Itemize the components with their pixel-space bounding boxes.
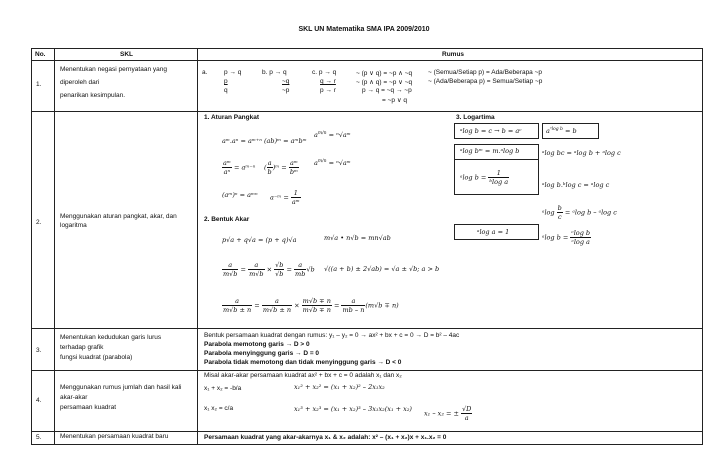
skl-text — [60, 383, 194, 413]
skl-text — [60, 63, 194, 102]
row-number: 1. — [36, 81, 42, 88]
formula-text: x₁³ + x₂³ = (x₁ + x₂)³ – 3x₁x₂(x₁ + x₂) — [294, 405, 412, 413]
log-rule: ᵃlog b = c → b = aᶜ — [460, 127, 522, 135]
skl-line: akar-akar — [60, 394, 88, 401]
formula-text: x₁ x₂ = c/a — [204, 405, 234, 412]
exponent-rule: (ab)ᵐ = aᵐbᵐ — [264, 137, 307, 145]
section-heading: 1. Aturan Pangkat — [204, 114, 260, 121]
row-number: 2. — [36, 219, 42, 226]
negation-rule: ~ (p ∧ q) = ~p ∨ ~q — [356, 79, 413, 86]
row-number: 4. — [36, 397, 42, 404]
skl-line: persamaan kuadrat — [60, 404, 117, 411]
root-rule: √((a + b) ± 2√ab) = √a ± √b; a > b — [324, 265, 440, 273]
skl-line: Menentukan negasi pernyataan yang — [60, 66, 167, 73]
formula-text: x₁² + x₂² = (x₁ + x₂)² – 2x₁x₂ — [294, 383, 385, 391]
row-divider — [32, 111, 702, 112]
page-title: SKL UN Matematika SMA IPA 2009/2010 — [298, 26, 430, 33]
skl-text — [60, 431, 194, 442]
exponent-rule: aᵐ.aⁿ = aᵐ⁺ⁿ — [222, 137, 262, 145]
log-rule: ᵃlog a = 1 — [477, 228, 510, 236]
quantifier-rule: ~ (Ada/Beberapa p) = Semua/Setiap ~p — [428, 78, 543, 85]
root-rule: p√a + q√a = (p + q)√a — [222, 236, 297, 244]
log-rule: ᵃlog bᵐ = m.ᵃlog b — [460, 147, 520, 155]
skl-line: fungsi kuadrat (parabola) — [60, 354, 133, 361]
row-number: 5. — [36, 434, 42, 441]
row-divider — [32, 370, 702, 371]
formula-text: Parabola menyinggung garis → D = 0 — [204, 350, 320, 357]
root-rule: $\frac{a}{m√b \pm n}$ = $\frac{a}{m√b \pm n}$ × $\frac{m√b \mp n}{m√b \mp n}$ = $\frac{a}{mb - n}$ (m√b ∓ n) — [223, 297, 399, 314]
skl-line: diperoleh dari — [60, 79, 100, 86]
log-rule: ᵃlog b.ᵇlog c = ᵃlog c — [542, 181, 610, 189]
logic-conclusion: ~p — [282, 87, 290, 94]
skl-text — [60, 212, 194, 230]
section-heading: 2. Bentuk Akar — [204, 216, 250, 223]
exponent-rule: $a^{m/n}$ = ⁿ√aᵐ — [314, 159, 351, 168]
root-rule: $\frac{a}{m√b}$ = $\frac{a}{m√b}$ × $\frac{√b}{√b}$ = $\frac{a}{mb}$ √b — [223, 261, 315, 278]
logic-premise: p → q — [224, 69, 242, 76]
skl-line: Menggunakan aturan pangkat, akar, dan — [60, 213, 177, 220]
logic-premise: ~q — [282, 78, 290, 85]
formula-text: x₁ – x₂ = ± $\frac{√D}{a}$ — [424, 405, 472, 422]
logic-conclusion: p → r — [320, 87, 336, 94]
log-rule: ᵃlog b = $\frac{1}{\text{ᵇlog a}}$ — [460, 169, 509, 186]
negation-rule: = ~p ∨ q — [382, 97, 407, 104]
root-rule: m√a • n√b = mn√ab — [324, 234, 391, 242]
skl-line: Menggunakan rumus jumlah dan hasil kali — [60, 384, 182, 391]
row-divider — [32, 328, 702, 329]
row-divider — [32, 60, 702, 61]
exponent-rule: $a^{m/n}$ = ⁿ√aᵐ — [314, 131, 351, 140]
skl-line: logaritma — [60, 222, 87, 229]
logic-premise: b. p → q — [262, 69, 287, 76]
log-rule: ᵃlog $\frac{b}{c}$ = ᵃlog b – ᵃlog c — [542, 204, 617, 221]
header-skl: SKL — [120, 51, 133, 58]
formula-text: Persamaan kuadrat yang akar-akarnya x₁ & x₂ adalah: x² – (x₁ + x₂)x + x₁.x₂ = 0 — [204, 434, 447, 441]
exponent-rule: (aᵐ)ⁿ = aᵐⁿ — [222, 191, 258, 199]
exponent-rule: ( $\frac{a}{b}$ )ᵐ = $\frac{\text{aᵐ}}{\text{bᵐ}}$ — [264, 159, 298, 176]
formula-text: Parabola memotong garis → D > 0 — [204, 341, 310, 348]
skl-line: penarikan kesimpulan. — [60, 92, 126, 99]
skl-line: Menentukan persamaan kuadrat baru — [60, 433, 169, 440]
log-rule: ᵃlog b = $\frac{\text{ᶜlog b}}{\text{ᶜlog a}}$ — [542, 229, 591, 246]
quantifier-rule: ~ (Semua/Setiap p) = Ada/Beberapa ~p — [428, 69, 543, 76]
negation-rule: ~ (p ∨ q) = ~p ∧ ~q — [356, 70, 413, 77]
skl-line: Menentukan kedudukan garis lurus — [60, 334, 162, 341]
logic-conclusion: q — [224, 87, 228, 94]
col-divider — [197, 49, 198, 444]
skl-text — [60, 333, 194, 363]
log-rule: ᵃlog bc = ᵃlog b + ᵃlog c — [542, 149, 621, 157]
negation-rule: p → q = ~q → ~p — [362, 87, 412, 94]
header-no: No. — [35, 51, 46, 58]
col-divider — [54, 49, 55, 444]
section-heading: 3. Logartima — [456, 114, 495, 121]
log-rule: $a^{ᵃlog b} = b$ — [546, 127, 577, 136]
logic-premise: q → r — [320, 78, 336, 85]
logic-label: a. — [202, 69, 208, 76]
header-rumus: Rumus — [442, 51, 465, 58]
formula-text: Misal akar-akar persamaan kuadrat ax² + bx + c = 0 adalah x₁ dan x₂ — [204, 372, 402, 379]
exponent-rule: a⁻ᵐ = $\frac{1}{\text{aᵐ}}$ — [270, 189, 300, 206]
formula-text: Bentuk persamaan kuadrat dengan rumus: y₁ – y₂ = 0 → ax² + bx + c = 0 → D = b² – 4ac — [204, 332, 460, 339]
skl-table — [31, 48, 703, 445]
formula-text: x₁ + x₂ = -b/a — [204, 385, 242, 392]
exponent-rule: $\frac{\text{aᵐ}}{\text{aⁿ}}$ = aᵐ⁻ⁿ — [223, 159, 256, 176]
row-number: 3. — [36, 347, 42, 354]
logic-premise: p — [224, 78, 228, 85]
formula-text: Parabola tidak memotong dan tidak menyinggung garis → D < 0 — [204, 359, 402, 366]
logic-premise: c. p → q — [312, 69, 337, 76]
skl-line: terhadap grafik — [60, 344, 104, 351]
